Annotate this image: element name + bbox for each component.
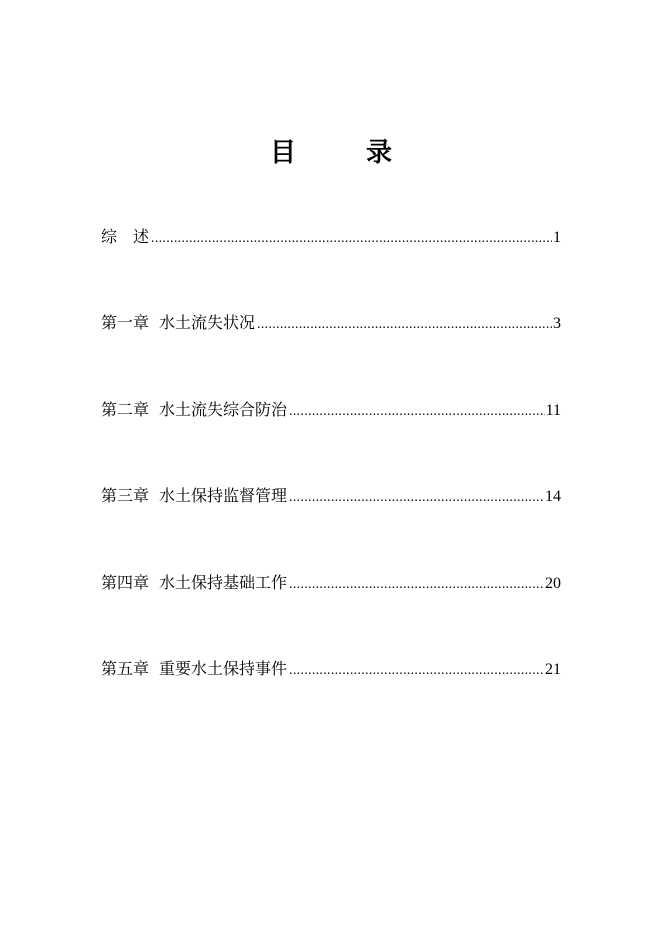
toc-entry-label: 水土流失综合防治 (159, 399, 288, 419)
toc-chapter-number: 第三章 (101, 486, 150, 506)
toc-page-number: 21 (545, 660, 561, 678)
toc-entry-chapter-5[interactable] (101, 654, 561, 740)
toc-page-number: 1 (553, 229, 561, 246)
toc-dot-leader (289, 483, 544, 513)
toc-page-number: 11 (545, 401, 561, 419)
toc-page-number: 3 (553, 315, 561, 333)
toc-entry-chapter-3[interactable] (101, 481, 561, 567)
toc-entry-label: 水土流失状况 (159, 313, 256, 333)
toc-chapter-number: 第二章 (101, 399, 150, 419)
toc-entry-chapter-4[interactable] (101, 568, 561, 654)
page-title: 目 录 (269, 138, 414, 168)
toc-entry-overview[interactable] (101, 222, 561, 308)
toc-dot-leader (151, 224, 552, 254)
toc-chapter-number: 第五章 (101, 658, 150, 678)
table-of-contents (101, 222, 561, 740)
toc-entry-chapter-1[interactable] (101, 308, 561, 394)
toc-page-number: 14 (545, 488, 561, 506)
toc-dot-leader (257, 310, 552, 340)
toc-entry-label: 水土保持基础工作 (159, 572, 288, 592)
toc-chapter-number: 第四章 (101, 572, 150, 592)
toc-page-number: 20 (545, 574, 561, 592)
toc-entry-label: 水土保持监督管理 (159, 486, 288, 506)
toc-entry-chapter-2[interactable] (101, 395, 561, 481)
toc-dot-leader (289, 656, 544, 686)
toc-chapter-number: 第一章 (101, 313, 150, 333)
toc-entry-label: 重要水土保持事件 (159, 658, 288, 678)
toc-dot-leader (289, 397, 545, 427)
toc-entry-label: 综 述 (101, 227, 150, 246)
toc-dot-leader (289, 570, 544, 600)
